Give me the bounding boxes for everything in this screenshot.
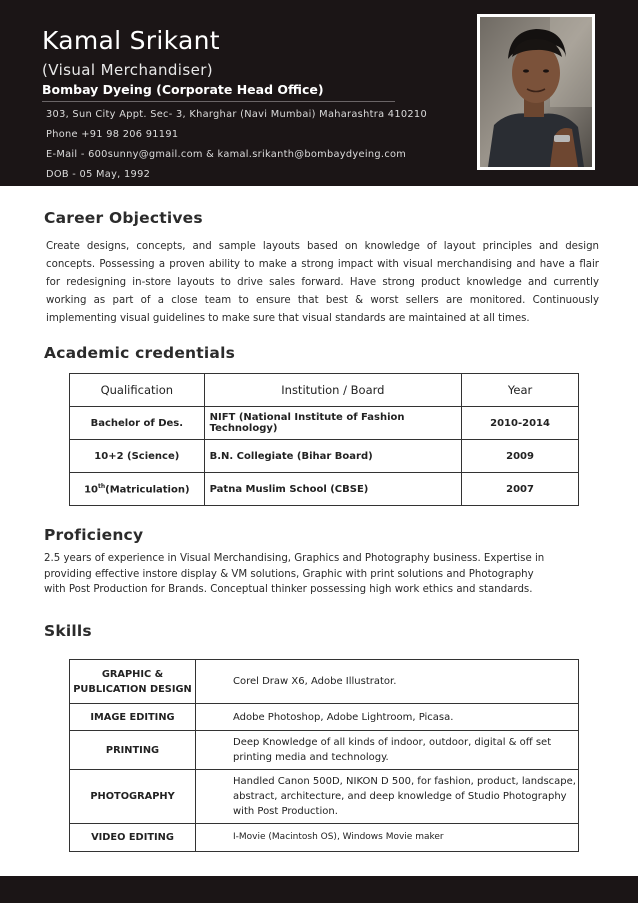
- skills-table: [69, 659, 579, 852]
- header-divider: [42, 101, 395, 102]
- photo-frame: [477, 14, 595, 170]
- year-cell: 2007: [462, 473, 579, 506]
- table-row: [70, 660, 579, 704]
- career-objectives-title: Career Objectives: [44, 209, 203, 227]
- table-row: [70, 473, 579, 506]
- qualification-cell: Bachelor of Des.: [70, 407, 205, 440]
- contact-email: E-Mail - 600sunny@gmail.com & kamal.srikanth@bombaydyeing.com: [46, 149, 407, 160]
- academic-table-header: [70, 374, 579, 407]
- skill-value: Corel Draw X6, Adobe Illustrator.: [196, 660, 579, 704]
- skill-value: Adobe Photoshop, Adobe Lightroom, Picasa.: [196, 704, 579, 731]
- skill-name: VIDEO EDITING: [70, 824, 196, 852]
- candidate-name: Kamal Srikant: [42, 26, 220, 55]
- academic-table: [69, 373, 579, 506]
- skill-name: IMAGE EDITING: [70, 704, 196, 731]
- institution-cell: NIFT (National Institute of Fashion Technology): [204, 407, 462, 440]
- qualification-cell: [70, 473, 205, 506]
- qualification-superscript: th: [97, 482, 106, 490]
- contact-address: 303, Sun City Appt. Sec- 3, Kharghar (Navi Mumbai) Maharashtra 410210: [46, 109, 427, 120]
- table-row: [70, 731, 579, 770]
- header-year: Year: [462, 374, 579, 407]
- skill-value: Deep Knowledge of all kinds of indoor, outdoor, digital & off set printing media and technology.: [196, 731, 579, 770]
- table-row: [70, 440, 579, 473]
- resume-header: [0, 0, 638, 186]
- career-objectives-text: Create designs, concepts, and sample layouts based on knowledge of layout principles and design concepts. Possessing a proven ability to make a strong impact with visual merchandising and have a flair for redesigning in-store layouts to drive sales forward. Have strong product knowledge and currently working as part of a close team to ensure that best & worst sellers are monitored. Continuously implementing visual guidelines to make sure that visual standards are maintained at all times.: [46, 241, 599, 324]
- year-cell: 2009: [462, 440, 579, 473]
- academic-credentials-title: Academic credentials: [44, 344, 236, 362]
- contact-phone: Phone +91 98 206 91191: [46, 129, 179, 140]
- candidate-role: (Visual Merchandiser): [42, 61, 214, 79]
- skill-name: PHOTOGRAPHY: [70, 770, 196, 824]
- qualification-suffix: (Matriculation): [105, 484, 190, 496]
- skill-value: Handled Canon 500D, NIKON D 500, for fashion, product, landscape, abstract, architecture, and deep knowledge of Studio Photography with Post Production.: [196, 770, 579, 824]
- proficiency-title: Proficiency: [44, 526, 144, 544]
- footer-bar: [0, 876, 638, 903]
- qualification-cell: 10+2 (Science): [70, 440, 205, 473]
- proficiency-text: 2.5 years of experience in Visual Merchandising, Graphics and Photography business. Expertise in providing effective instore display & VM solutions, Graphic with print solutions and Photography with Post Production for Brands. Conceptual thinker possessing high work ethics and standards.: [44, 553, 545, 595]
- table-row: [70, 407, 579, 440]
- table-row: [70, 824, 579, 852]
- header-qualification: Qualification: [70, 374, 205, 407]
- institution-cell: Patna Muslim School (CBSE): [204, 473, 462, 506]
- portrait-photo: [480, 17, 592, 167]
- skills-title: Skills: [44, 622, 92, 640]
- contact-dob: DOB - 05 May, 1992: [46, 169, 151, 180]
- table-row: [70, 770, 579, 824]
- skill-name: GRAPHIC & PUBLICATION DESIGN: [70, 660, 196, 704]
- skill-name: PRINTING: [70, 731, 196, 770]
- table-row: [70, 704, 579, 731]
- institution-cell: B.N. Collegiate (Bihar Board): [204, 440, 462, 473]
- year-cell: 2010-2014: [462, 407, 579, 440]
- skill-value: I-Movie (Macintosh OS), Windows Movie maker: [196, 824, 579, 852]
- qualification-number: 10: [84, 484, 98, 496]
- header-institution: Institution / Board: [204, 374, 462, 407]
- candidate-company: Bombay Dyeing (Corporate Head Office): [42, 82, 324, 97]
